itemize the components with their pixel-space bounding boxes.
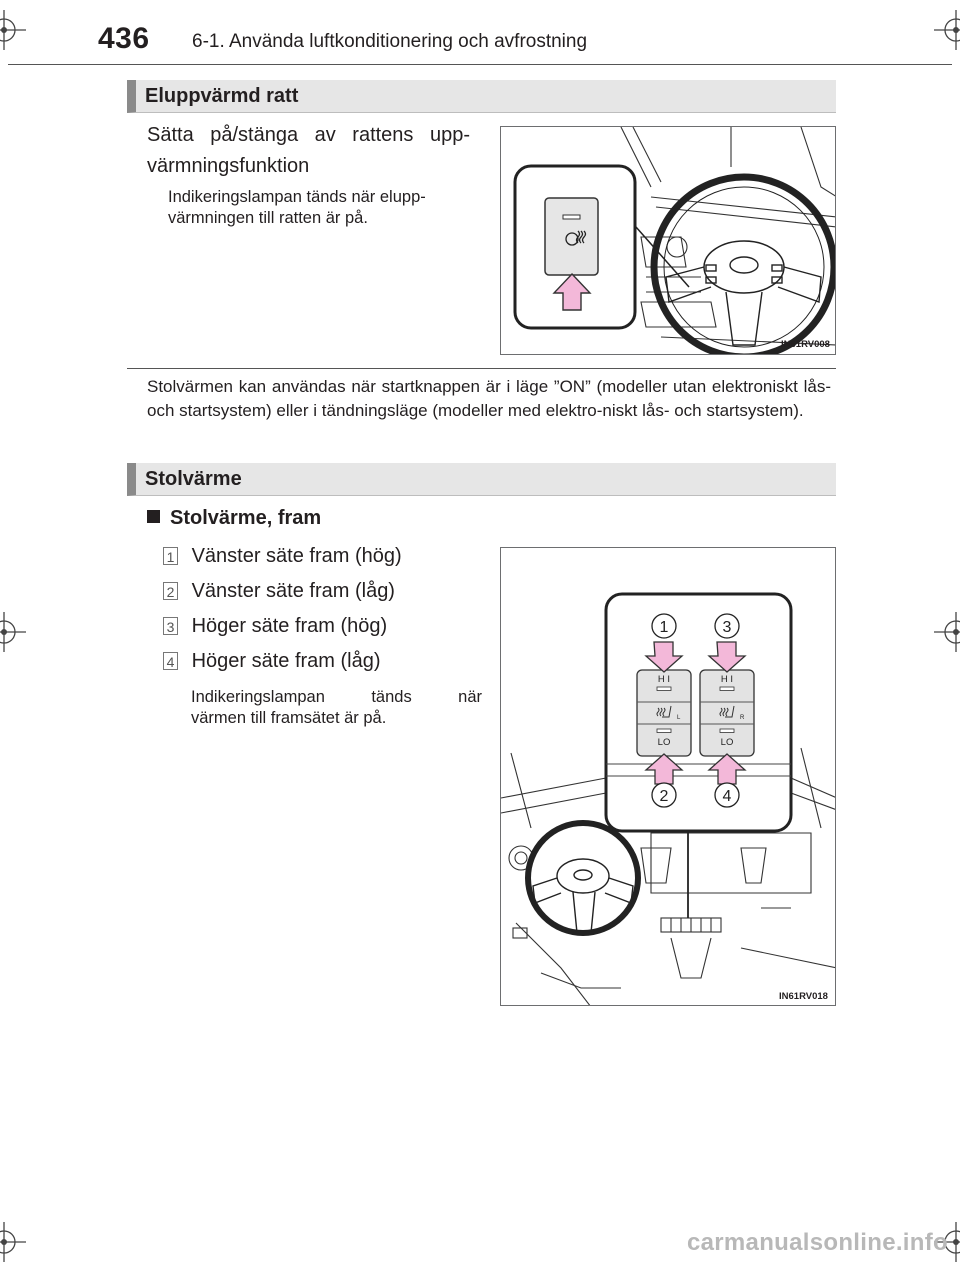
- item-number-badge: 3: [163, 617, 178, 635]
- seat-heater-illustration: [501, 548, 836, 1006]
- seat-heater-note-line2: värmen till framsätet är på.: [191, 709, 387, 727]
- seat-heater-note-line1: Indikeringslampan tänds när: [191, 688, 482, 706]
- figure-code-wheel: IN61RV008: [781, 339, 830, 350]
- callout-number: 3: [722, 619, 732, 636]
- right-seat-heater-switch: [700, 670, 754, 756]
- header-rule: [8, 64, 952, 65]
- heated-wheel-instruction-line1: Sätta på/stänga av rattens upp-: [147, 124, 470, 146]
- hi-label: H I: [720, 674, 734, 685]
- registration-mark-top-right: [934, 10, 960, 50]
- callout-number: 1: [659, 619, 669, 636]
- right-label: R: [740, 715, 745, 721]
- heated-wheel-note-line1: Indikeringslampan tänds när elupp-: [168, 188, 426, 206]
- lo-label: LO: [720, 737, 734, 748]
- callout-number: 4: [722, 788, 732, 805]
- subheading-text: Stolvärme, fram: [170, 507, 322, 529]
- left-label: L: [677, 715, 681, 721]
- steering-wheel: [654, 177, 834, 355]
- item-label: Vänster säte fram (låg): [191, 580, 395, 602]
- section-heading-heated-wheel: Eluppvärmd ratt: [127, 80, 836, 113]
- section-divider: [127, 368, 836, 369]
- list-item: [163, 541, 483, 576]
- heated-wheel-note-line2: värmningen till ratten är på.: [168, 209, 368, 227]
- page-number: 436: [98, 22, 150, 55]
- square-bullet-icon: [147, 510, 160, 523]
- heated-wheel-switch: [545, 198, 598, 275]
- left-seat-heater-switch: [637, 670, 691, 756]
- section-heading-seat-heater: Stolvärme: [127, 463, 836, 496]
- heated-wheel-figure: [500, 126, 836, 355]
- item-label: Höger säte fram (låg): [191, 650, 381, 672]
- chapter-title: 6-1. Använda luftkonditionering och avfrostning: [192, 31, 588, 52]
- subheading-front-seat-heater: [147, 507, 321, 530]
- heated-wheel-instruction-line2: värmningsfunktion: [147, 155, 310, 177]
- item-label: Höger säte fram (hög): [191, 615, 388, 637]
- steering-wheel-illustration: [501, 127, 836, 355]
- registration-mark-bottom-left: [0, 1222, 26, 1262]
- item-number-badge: 1: [163, 547, 178, 565]
- item-label: Vänster säte fram (hög): [191, 545, 402, 567]
- registration-mark-mid-right: [934, 612, 960, 652]
- list-item: [163, 576, 483, 611]
- list-item: [163, 611, 483, 646]
- list-item: [163, 646, 483, 681]
- seat-heater-item-list: [163, 541, 483, 681]
- callout-number: 2: [659, 788, 669, 805]
- figure-code-seat: IN61RV018: [779, 991, 828, 1002]
- lo-label: LO: [657, 737, 671, 748]
- watermark: carmanualsonline.info: [686, 1229, 948, 1256]
- steering-wheel: [528, 823, 638, 933]
- item-number-badge: 2: [163, 582, 178, 600]
- seat-heater-figure: [500, 547, 836, 1006]
- registration-mark-top-left: [0, 10, 26, 50]
- hi-label: H I: [657, 674, 671, 685]
- seat-heater-intro: Stolvärmen kan användas när startknappen är i läge ”ON” (modeller utan elektroniskt lås- och startsystem) eller i tändningsläge (modeller med elektro-niskt lås- och startsystem).: [147, 377, 831, 420]
- registration-mark-mid-left: [0, 612, 26, 652]
- item-number-badge: 4: [163, 652, 178, 670]
